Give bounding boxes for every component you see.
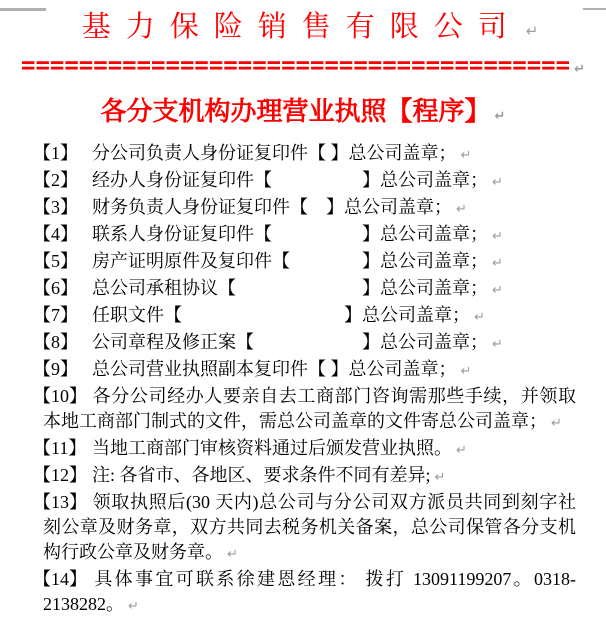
item-number: 【3】 xyxy=(33,197,78,217)
item-number: 【7】 xyxy=(33,305,78,325)
item-text: 任职文件【 】总公司盖章； xyxy=(92,305,470,325)
list-item xyxy=(0,357,606,384)
item-text: 联系人身份证复印件【 】总公司盖章； xyxy=(92,224,488,244)
list-item xyxy=(0,168,606,195)
item-text: 领取执照后(30 天内)总公司与分公司双方派员共同到刻字社刻公章及财务章，双方共同去税务机关备案，总公司保管各分支机构行政公章及财务章。 xyxy=(43,492,576,562)
company-title xyxy=(0,8,606,50)
paragraph-mark-icon: ↵ xyxy=(492,337,503,352)
paragraph-mark-icon: ↵ xyxy=(551,416,562,431)
paragraph-mark-icon: ↵ xyxy=(494,109,506,124)
item-number: 【8】 xyxy=(33,332,78,352)
item-number: 【12】 xyxy=(33,465,87,485)
item-text: 房产证明原件及复印件【 】总公司盖章； xyxy=(92,251,488,271)
paragraph-mark-icon: ↵ xyxy=(128,599,139,614)
divider-equals: ====================================== xyxy=(21,51,571,79)
item-number: 【10】 xyxy=(33,386,87,406)
document-title xyxy=(0,97,606,132)
item-number: 【1】 xyxy=(33,143,78,163)
item-text: 公司章程及修正案【 】总公司盖章； xyxy=(92,332,488,352)
item-number: 【2】 xyxy=(33,170,78,190)
item-number: 【13】 xyxy=(33,492,87,512)
item-text: 注: 各省市、各地区、要求条件不同有差异; xyxy=(92,465,431,485)
list-item xyxy=(0,276,606,303)
paragraph-mark-icon: ↵ xyxy=(460,364,472,379)
item-text: 经办人身份证复印件【 】总公司盖章； xyxy=(92,170,488,190)
divider-line xyxy=(0,51,606,81)
item-number: 【6】 xyxy=(33,278,78,298)
item-text: 各分公司经办人要亲自去工商部门咨询需那些手续，并领取本地工商部门制式的文件，需总公司盖章的文件寄总公司盖章； xyxy=(43,386,576,431)
item-text: 具体事宜可联系徐建恩经理： 拨打 13091199207。0318-2138282。 xyxy=(43,569,576,614)
paragraph-mark-icon: ↵ xyxy=(525,22,539,40)
page-top-edge-right xyxy=(583,8,606,10)
list-item xyxy=(0,303,606,330)
paragraph-mark-icon: ↵ xyxy=(574,62,585,77)
document-title-text: 各分支机构办理营业执照【程序】 xyxy=(100,97,491,126)
item-text: 分公司负责人身份证复印件【 】总公司盖章； xyxy=(92,143,457,163)
list-item xyxy=(0,141,606,168)
item-text: 财务负责人身份证复印件【 】总公司盖章； xyxy=(92,197,452,217)
list-item xyxy=(0,463,606,490)
paragraph-mark-icon: ↵ xyxy=(456,202,467,217)
list-item xyxy=(0,330,606,357)
list-item xyxy=(0,567,606,619)
list-item xyxy=(0,490,606,567)
item-number: 【5】 xyxy=(33,251,78,271)
paragraph-mark-icon: ↵ xyxy=(456,443,467,458)
item-number: 【11】 xyxy=(33,438,87,458)
item-text: 总公司营业执照副本复印件【 】总公司盖章； xyxy=(92,359,457,379)
paragraph-mark-icon: ↵ xyxy=(227,547,238,562)
list-item xyxy=(0,384,606,436)
paragraph-mark-icon: ↵ xyxy=(474,310,485,325)
item-number: 【9】 xyxy=(33,359,78,379)
paragraph-mark-icon: ↵ xyxy=(492,175,503,190)
paragraph-mark-icon: ↵ xyxy=(434,470,446,485)
paragraph-mark-icon: ↵ xyxy=(492,229,503,244)
list-item xyxy=(0,436,606,463)
list-item xyxy=(0,195,606,222)
paragraph-mark-icon: ↵ xyxy=(492,256,503,271)
paragraph-mark-icon: ↵ xyxy=(460,148,472,163)
company-title-text: 基力保险销售有限公司 xyxy=(81,11,522,43)
page-top-edge-left xyxy=(0,8,46,11)
item-text: 当地工商部门审核资料通过后颁发营业执照。 xyxy=(92,438,452,458)
item-number: 【14】 xyxy=(33,569,87,589)
procedure-list xyxy=(0,141,606,619)
list-item xyxy=(0,249,606,276)
paragraph-mark-icon: ↵ xyxy=(492,283,503,298)
list-item xyxy=(0,222,606,249)
item-text: 总公司承租协议【 】总公司盖章； xyxy=(92,278,488,298)
item-number: 【4】 xyxy=(33,224,78,244)
